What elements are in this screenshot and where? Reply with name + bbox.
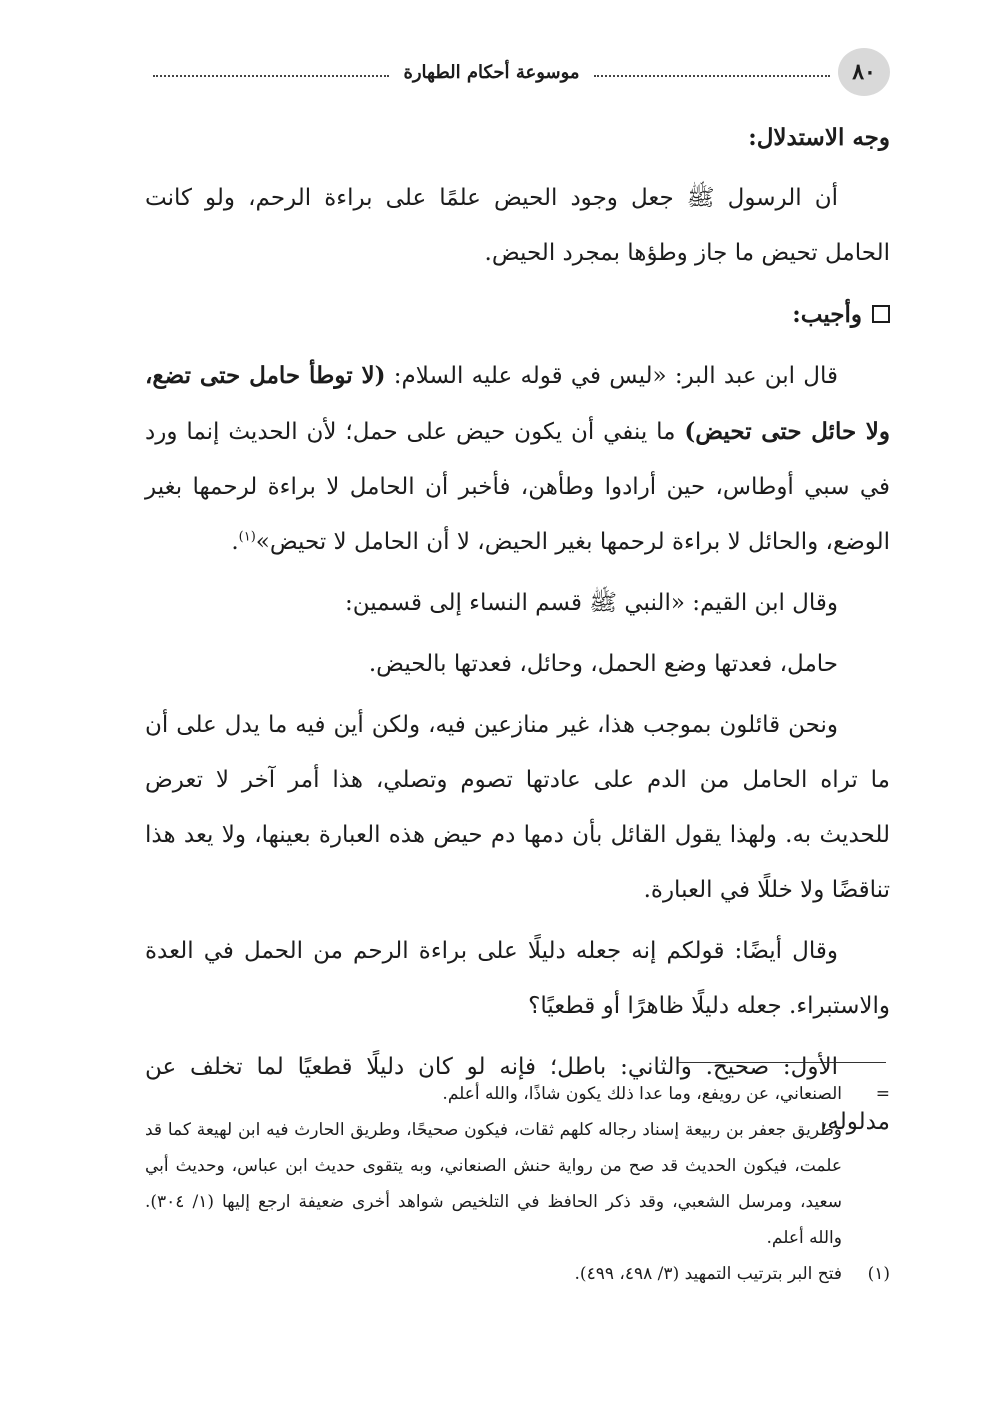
header-dotted-leader-right — [594, 75, 830, 77]
paragraph-2-end: . — [231, 529, 239, 555]
paragraph-2 — [145, 348, 890, 570]
paragraph-5: ونحن قائلون بموجب هذا، غير منازعين فيه، ولكن أين فيه ما يدل على أن ما تراه الحامل من الدم على عادتها تصوم وتصلي، هذا أمر آخر لا تعرض للحديث به. ولهذا يقول القائل بأن دمها دم حيض هذه العبارة بعينها، ولا يعد هذا تناقضًا ولا خللًا في العبارة. — [145, 712, 890, 903]
footnote-continued — [145, 1076, 890, 1112]
paragraph-7: الأول: صحيح. والثاني: باطل؛ فإنه لو كان دليلًا قطعيًا لما تخلف عن مدلوله، — [145, 1054, 890, 1135]
paragraph-6: وقال أيضًا: قولكم إنه جعله دليلًا على براءة الرحم من الحمل في العدة والاستبراء. جعله دليلًا ظاهرًا أو قطعيًا؟ — [145, 938, 890, 1019]
paragraph-2-rest: ما ينفي أن يكون حيض على حمل؛ لأن الحديث إنما ورد في سبي أوطاس، حين أرادوا وطأهن، فأخبر أن الحامل لا براءة لرحمها بغير الوضع، والحائل لا براءة لرحمها بغير الحيض، لا أن الحامل لا تحيض» — [145, 419, 890, 555]
paragraph-3: وقال ابن القيم: «النبي ﷺ قسم النساء إلى قسمين: — [344, 590, 838, 616]
checkbox-square-icon — [872, 305, 890, 323]
footnote-1 — [145, 1256, 890, 1292]
hadith-quote: (لا توطأ حامل حتى تضع، ولا حائل حتى تحيض) — [145, 362, 890, 445]
running-header — [145, 48, 890, 96]
heading-answer — [145, 287, 890, 342]
footnote-1-number: (١) — [867, 1264, 890, 1284]
page-number: ٨٠ — [838, 48, 890, 96]
footnote-ref-1[interactable]: (١) — [238, 529, 256, 545]
continuation-mark: = — [875, 1084, 890, 1104]
footnote-1-text: فتح البر بترتيب التمهيد (٣/ ٤٩٨، ٤٩٩). — [574, 1264, 842, 1284]
header-dotted-leader-left — [153, 75, 389, 77]
footnote-separator — [678, 1062, 886, 1063]
footnote-continued-line: الصنعاني، عن رويفع، وما عدا ذلك يكون شاذًا، والله أعلم. — [442, 1084, 842, 1104]
paragraph-4: حامل، فعدتها وضع الحمل، وحائل، فعدتها بالحيض. — [368, 651, 838, 677]
footnotes — [145, 1076, 890, 1292]
main-text — [145, 110, 890, 1156]
book-title: موسوعة أحكام الطهارة — [403, 61, 580, 83]
heading-evidence: وجه الاستدلال: — [748, 124, 890, 151]
footnote-continued-paragraph: وطريق جعفر بن ربيعة إسناد رجاله كلهم ثقات، فيكون صحيحًا، وطريق الحارث فيه ابن لهيعة كما قد علمت، فيكون الحديث قد صح من رواية حنش الصنعاني، وبه يتقوى حديث ابن عباس، وحديث أبي سعيد، ومرسل الشعبي، وقد ذكر الحافظ في التلخيص شواهد أخرى ضعيفة ارجع إليها (١/ ٣٠٤). والله أعلم. — [145, 1120, 842, 1248]
paragraph-1: أن الرسول ﷺ جعل وجود الحيض علمًا على براءة الرحم، ولو كانت الحامل تحيض ما جاز وطؤها بمجرد الحيض. — [145, 185, 890, 266]
heading-answer-text: وأجيب: — [792, 301, 862, 328]
paragraph-2-intro: قال ابن عبد البر: «ليس في قوله عليه السلام: — [385, 363, 838, 389]
